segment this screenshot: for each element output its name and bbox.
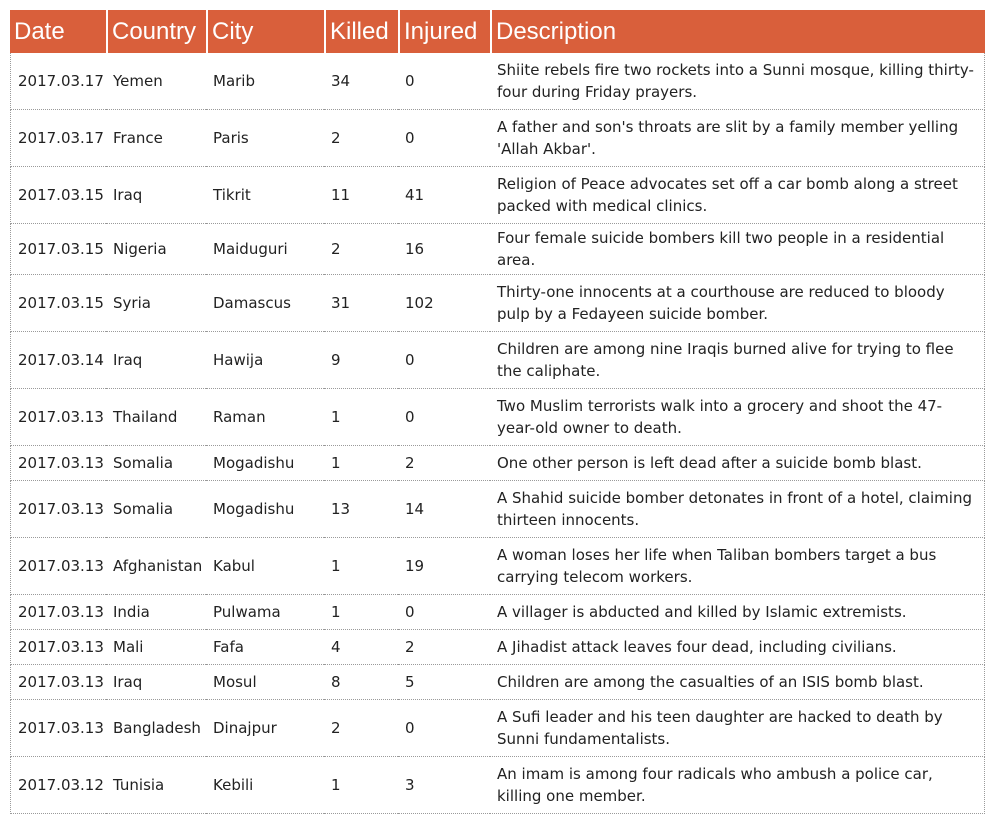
injured-cell: 0: [398, 110, 490, 167]
country-cell: Tunisia: [106, 757, 206, 814]
injured-cell: 41: [398, 167, 490, 224]
description-cell: A Sufi leader and his teen daughter are hacked to death by Sunni fundamentalists.: [490, 700, 985, 757]
country-cell: India: [106, 595, 206, 630]
table-row: [10, 332, 985, 389]
description-cell: Religion of Peace advocates set off a car bomb along a street packed with medical clinics.: [490, 167, 985, 224]
country-cell: France: [106, 110, 206, 167]
city-cell: Mogadishu: [206, 481, 324, 538]
date-cell: 2017.03.15: [10, 224, 106, 275]
description-cell: A Shahid suicide bomber detonates in front of a hotel, claiming thirteen innocents.: [490, 481, 985, 538]
date-cell: 2017.03.13: [10, 446, 106, 481]
country-cell: Afghanistan: [106, 538, 206, 595]
country-cell: Iraq: [106, 332, 206, 389]
description-cell: A father and son's throats are slit by a family member yelling 'Allah Akbar'.: [490, 110, 985, 167]
country-cell: Mali: [106, 630, 206, 665]
killed-cell: 34: [324, 53, 398, 110]
injured-cell: 5: [398, 665, 490, 700]
incidents-table-container: [10, 10, 985, 814]
country-cell: Syria: [106, 275, 206, 332]
city-cell: Mosul: [206, 665, 324, 700]
header-date: Date: [10, 10, 106, 53]
killed-cell: 2: [324, 224, 398, 275]
header-country: Country: [106, 10, 206, 53]
city-cell: Pulwama: [206, 595, 324, 630]
city-cell: Hawija: [206, 332, 324, 389]
table-row: [10, 389, 985, 446]
date-cell: 2017.03.13: [10, 481, 106, 538]
header-injured: Injured: [398, 10, 490, 53]
killed-cell: 2: [324, 110, 398, 167]
header-description: Description: [490, 10, 985, 53]
incidents-table: [10, 10, 985, 814]
table-row: [10, 167, 985, 224]
injured-cell: 0: [398, 332, 490, 389]
killed-cell: 1: [324, 757, 398, 814]
date-cell: 2017.03.13: [10, 665, 106, 700]
table-row: [10, 700, 985, 757]
injured-cell: 19: [398, 538, 490, 595]
date-cell: 2017.03.17: [10, 110, 106, 167]
table-row: [10, 275, 985, 332]
table-row: [10, 595, 985, 630]
table-body: [10, 53, 985, 814]
description-cell: A Jihadist attack leaves four dead, including civilians.: [490, 630, 985, 665]
killed-cell: 1: [324, 389, 398, 446]
country-cell: Somalia: [106, 446, 206, 481]
header-killed: Killed: [324, 10, 398, 53]
killed-cell: 11: [324, 167, 398, 224]
injured-cell: 0: [398, 53, 490, 110]
killed-cell: 4: [324, 630, 398, 665]
killed-cell: 1: [324, 538, 398, 595]
table-row: [10, 53, 985, 110]
table-header-row: [10, 10, 985, 53]
country-cell: Yemen: [106, 53, 206, 110]
country-cell: Nigeria: [106, 224, 206, 275]
country-cell: Somalia: [106, 481, 206, 538]
city-cell: Damascus: [206, 275, 324, 332]
injured-cell: 0: [398, 700, 490, 757]
table-row: [10, 630, 985, 665]
injured-cell: 3: [398, 757, 490, 814]
killed-cell: 9: [324, 332, 398, 389]
date-cell: 2017.03.13: [10, 630, 106, 665]
killed-cell: 1: [324, 446, 398, 481]
city-cell: Paris: [206, 110, 324, 167]
date-cell: 2017.03.13: [10, 595, 106, 630]
injured-cell: 102: [398, 275, 490, 332]
date-cell: 2017.03.13: [10, 389, 106, 446]
description-cell: One other person is left dead after a suicide bomb blast.: [490, 446, 985, 481]
date-cell: 2017.03.13: [10, 700, 106, 757]
killed-cell: 1: [324, 595, 398, 630]
table-row: [10, 757, 985, 814]
city-cell: Mogadishu: [206, 446, 324, 481]
description-cell: A woman loses her life when Taliban bombers target a bus carrying telecom workers.: [490, 538, 985, 595]
killed-cell: 31: [324, 275, 398, 332]
description-cell: Children are among the casualties of an ISIS bomb blast.: [490, 665, 985, 700]
killed-cell: 2: [324, 700, 398, 757]
country-cell: Iraq: [106, 167, 206, 224]
city-cell: Fafa: [206, 630, 324, 665]
table-row: [10, 224, 985, 275]
city-cell: Tikrit: [206, 167, 324, 224]
description-cell: A villager is abducted and killed by Islamic extremists.: [490, 595, 985, 630]
injured-cell: 2: [398, 630, 490, 665]
date-cell: 2017.03.14: [10, 332, 106, 389]
description-cell: Thirty-one innocents at a courthouse are reduced to bloody pulp by a Fedayeen suicide bomber.: [490, 275, 985, 332]
table-row: [10, 481, 985, 538]
country-cell: Thailand: [106, 389, 206, 446]
date-cell: 2017.03.15: [10, 167, 106, 224]
date-cell: 2017.03.17: [10, 53, 106, 110]
injured-cell: 16: [398, 224, 490, 275]
table-row: [10, 446, 985, 481]
city-cell: Maiduguri: [206, 224, 324, 275]
description-cell: Shiite rebels fire two rockets into a Sunni mosque, killing thirty-four during Friday prayers.: [490, 53, 985, 110]
injured-cell: 0: [398, 595, 490, 630]
injured-cell: 14: [398, 481, 490, 538]
city-cell: Kebili: [206, 757, 324, 814]
injured-cell: 0: [398, 389, 490, 446]
table-row: [10, 110, 985, 167]
description-cell: An imam is among four radicals who ambush a police car, killing one member.: [490, 757, 985, 814]
description-cell: Four female suicide bombers kill two people in a residential area.: [490, 224, 985, 275]
table-row: [10, 665, 985, 700]
city-cell: Dinajpur: [206, 700, 324, 757]
date-cell: 2017.03.15: [10, 275, 106, 332]
country-cell: Bangladesh: [106, 700, 206, 757]
table-row: [10, 538, 985, 595]
description-cell: Children are among nine Iraqis burned alive for trying to flee the caliphate.: [490, 332, 985, 389]
header-city: City: [206, 10, 324, 53]
date-cell: 2017.03.13: [10, 538, 106, 595]
city-cell: Raman: [206, 389, 324, 446]
city-cell: Marib: [206, 53, 324, 110]
city-cell: Kabul: [206, 538, 324, 595]
country-cell: Iraq: [106, 665, 206, 700]
date-cell: 2017.03.12: [10, 757, 106, 814]
killed-cell: 13: [324, 481, 398, 538]
description-cell: Two Muslim terrorists walk into a grocery and shoot the 47-year-old owner to death.: [490, 389, 985, 446]
injured-cell: 2: [398, 446, 490, 481]
killed-cell: 8: [324, 665, 398, 700]
